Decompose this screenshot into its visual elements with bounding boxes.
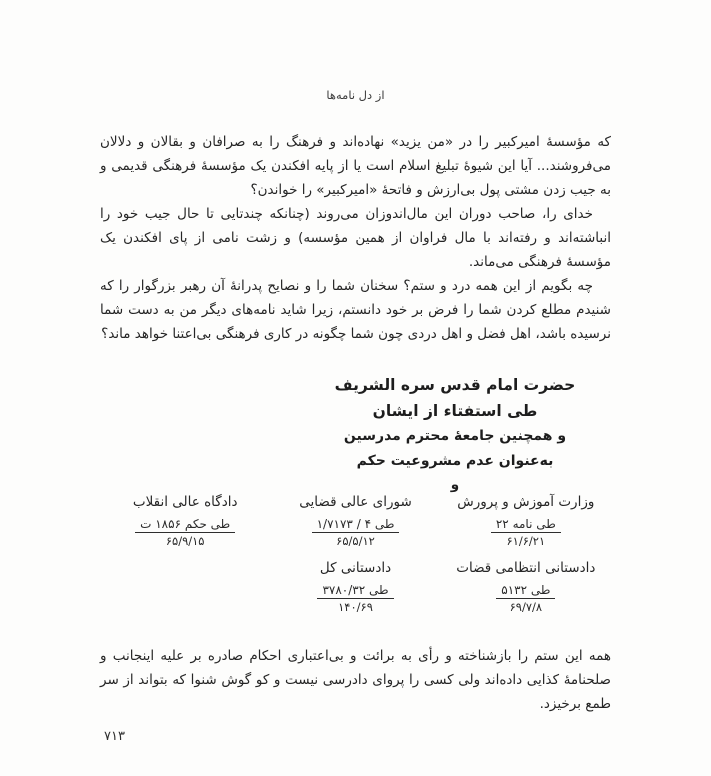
paragraph-1: که مؤسسۀ امیرکبیر را در «من یزید» نهاده‌اند و فرهنگ را به صرافان و بقالان و دلالان می‌فروشند... آیا این شیوۀ تبلیغ اسلام است یا از پایه افکندن یک مؤسسۀ فرهنگی قدیمی و به جیب زدن مشتی پول بی‌ارزش و فاتحۀ «امیرکبیر» را خواندن؟ [100,133,611,198]
authority-ref-fraction [496,583,555,614]
authority-ref-fraction [312,517,400,548]
authority-ref-fraction [135,517,235,548]
heading-line-4: به‌عنوان عدم مشروعیت حکم [356,453,554,469]
heading-line-1: حضرت امام قدس سره الشریف [334,376,576,394]
authority-ref-number: طی ۵۱۳۲ [496,583,555,599]
authority-ref-number: طی ۳۷۸۰/۳۲ [317,583,393,599]
page-number: ۷۱۳ [104,729,125,744]
heading-block [300,372,610,496]
running-head: از دل نامه‌ها [326,88,385,102]
authority-ref-date: ۶۹/۷/۸ [509,600,543,614]
heading-line-5: و [450,477,460,493]
authority-name: دادستانی انتظامی قضات [456,560,596,576]
authority-ref-date: ۶۵/۹/۱۵ [165,534,205,548]
authority-ref-date: ۶۵/۵/۱۲ [336,534,375,548]
authorities-row-2 [100,560,611,615]
authority-ref-number: طی نامه ۲۲ [491,517,561,533]
authority-education-ministry [441,494,611,549]
authority-name: دادستانی کل [319,560,392,576]
authority-ref-number: طی ۴ / ۱/۷۱۷۳ [312,517,400,533]
paragraph-2: خدای را، صاحب دوران این مال‌اندوزان می‌روند (چنانکه چندتایی تا حال جیب خود را انباشته‌اند و رفته‌اند با مال فراوان از همین مؤسسه) و زشت نامی از پای افکندن یک مؤسسۀ فرهنگی می‌ماند. [100,205,611,270]
authority-name: شورای عالی قضایی [299,494,412,510]
authority-judges-disciplinary-prosecutor [441,560,611,615]
authority-general-prosecutor [270,560,440,615]
authority-name: وزارت آموزش و پرورش [457,494,595,510]
authority-ref-date: ۱۴۰/۶۹ [338,600,373,614]
authority-name: دادگاه عالی انقلاب [132,494,238,510]
authority-revolution-court [100,494,270,549]
authority-ref-fraction [317,583,393,614]
paragraph-3: چه بگویم از این همه درد و ستم؟ سخنان شما را و نصایح پدرانۀ آن رهبر بزرگوار را که شنیدم مطلع کردن شما را فرض بر خود دانستم، زیرا شاید نامه‌های دیگر من به دست شما نرسیده باشد، اهل فضل و اهل دردی چون شما چگونه در کاری فرهنگی بی‌اعتنا خواهد ماند؟ [100,277,611,342]
heading-line-3: و همچنین جامعۀ محترم مدرسین [343,428,567,444]
authority-empty-cell [100,560,270,615]
authorities-row-1 [100,494,611,549]
authority-ref-fraction [491,517,561,548]
authority-ref-number: طی حکم ۱۸۵۶ ت [135,517,235,533]
closing-paragraph: همه این ستم را بازشناخته و رأی به برائت و بی‌اعتباری احکام صادره بر علیه اینجانب و صلحنامۀ کذایی داده‌اند ولی کسی را پروای دادرسی نیست و کو گوش شنوا که بتواند از سر طمع برخیزد. [100,647,611,712]
heading-line-2: طی استفتاء از ایشان [372,402,538,420]
authority-ref-date: ۶۱/۶/۲۱ [506,534,546,548]
authority-judicial-council [270,494,440,549]
